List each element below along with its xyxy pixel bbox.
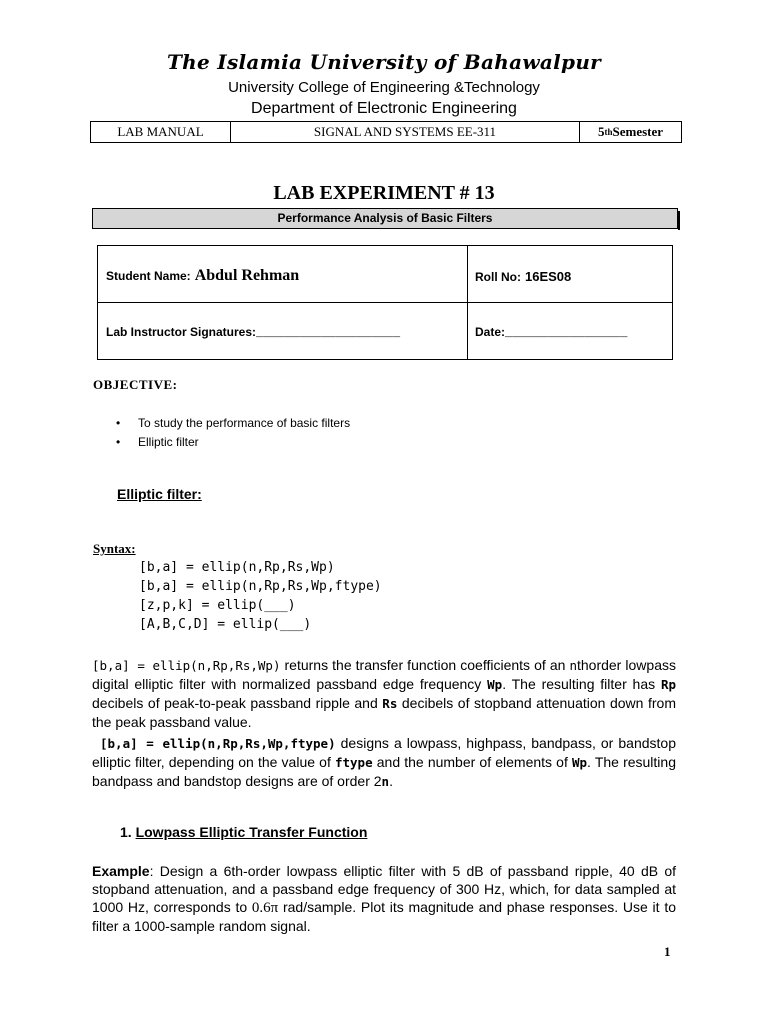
page-number: 1	[664, 944, 671, 959]
experiment-title: LAB EXPERIMENT # 13	[273, 182, 495, 204]
roll-no-field	[475, 268, 571, 286]
para-text: decibels of stopband attenuation down from the peak passband value.	[92, 695, 676, 730]
syntax-line: [z,p,k] = ellip(___)	[139, 598, 296, 613]
student-info-box	[97, 245, 673, 360]
inline-code: [b,a] = ellip(n,Rp,Rs,Wp)	[92, 658, 281, 673]
roll-no-value: 16ES08	[525, 269, 572, 284]
student-name-value: Abdul Rehman	[194, 267, 300, 284]
syntax-line: [b,a] = ellip(n,Rp,Rs,Wp)	[139, 560, 335, 575]
para-text: rad/sample. Plot its magnitude and phase responses. Use it to filter a 1000-sample random signal.	[92, 899, 676, 934]
example-label: Example	[92, 863, 150, 879]
para-text: designs a lowpass, highpass, bandpass, or bandstop elliptic filter, depending on the value of	[92, 735, 676, 770]
syntax-heading: Syntax:	[93, 541, 136, 556]
inline-code: n	[569, 658, 577, 673]
objective-item-text: Elliptic filter	[138, 435, 199, 449]
lab-manual-cell: LAB MANUAL	[91, 122, 231, 142]
university-title: The Islamia University of Bahawalpur	[166, 50, 601, 74]
para-text: and the number of elements of	[372, 754, 572, 770]
para-text: decibels of peak-to-peak passband ripple and	[92, 695, 383, 711]
semester-text: Semester	[612, 124, 664, 139]
semester-cell	[580, 122, 681, 142]
semester-number: 5	[597, 124, 605, 139]
description-paragraph-1	[92, 656, 676, 731]
para-text: thorder lowpass digital elliptic filter with normalized passband edge frequency	[92, 657, 676, 692]
roll-no-label: Roll No:	[475, 270, 521, 284]
section-title: Lowpass Elliptic Transfer Function	[135, 824, 368, 840]
para-text: returns the transfer function coefficients of an	[280, 657, 570, 673]
example-paragraph	[92, 862, 676, 935]
course-cell: SIGNAL AND SYSTEMS EE-311	[231, 122, 580, 142]
section-1-heading	[120, 824, 367, 840]
student-name-label: Student Name:	[106, 269, 191, 283]
instructor-signature-blank: ____________________	[256, 326, 401, 340]
student-name-field	[106, 267, 299, 285]
description-paragraph-2	[92, 734, 676, 791]
inline-code: Wp	[571, 755, 588, 770]
objective-item: • Elliptic filter	[116, 435, 199, 449]
para-text: . The resulting bandpass and bandstop designs are of order 2	[92, 754, 676, 789]
objective-item-text: To study the performance of basic filters	[138, 416, 351, 430]
para-text: . The resulting filter has	[502, 676, 661, 692]
inline-code: [b,a] = ellip(n,Rp,Rs,Wp,ftype)	[100, 736, 336, 751]
elliptic-filter-heading: Elliptic filter:	[117, 486, 202, 502]
section-number: 1.	[120, 824, 132, 840]
instructor-signature-field	[106, 323, 400, 341]
experiment-subtitle: Performance Analysis of Basic Filters	[92, 208, 678, 229]
department-name: Department of Electronic Engineering	[251, 100, 517, 117]
college-name: University College of Engineering &Technology	[228, 79, 540, 96]
para-text: : Design a 6th-order lowpass elliptic filter with 5 dB of passband ripple, 40 dB of stopband attenuation, and a passband edge frequency of 300 Hz, which, for data sampled at 1000 Hz, corresponds to	[92, 863, 676, 915]
inline-code: Rp	[660, 677, 676, 692]
date-field	[475, 323, 627, 341]
date-label: Date:	[475, 325, 506, 339]
objective-heading: OBJECTIVE:	[93, 377, 178, 392]
inline-code: Wp	[487, 677, 503, 692]
inline-code: ftype	[334, 755, 373, 770]
box-divider-horizontal	[98, 302, 672, 303]
objective-item: • To study the performance of basic filters	[116, 416, 351, 430]
date-blank: _________________	[505, 326, 628, 340]
syntax-line: [b,a] = ellip(n,Rp,Rs,Wp,ftype)	[139, 579, 382, 594]
syntax-line: [A,B,C,D] = ellip(___)	[139, 617, 312, 632]
instructor-signature-label: Lab Instructor Signatures:	[106, 325, 257, 339]
para-text: .	[389, 773, 393, 789]
inline-code: n	[381, 774, 390, 789]
header-table	[90, 121, 682, 143]
inline-code: Rs	[382, 696, 398, 711]
example-value: 0.6π	[251, 900, 279, 916]
semester-sup: th	[604, 127, 613, 137]
